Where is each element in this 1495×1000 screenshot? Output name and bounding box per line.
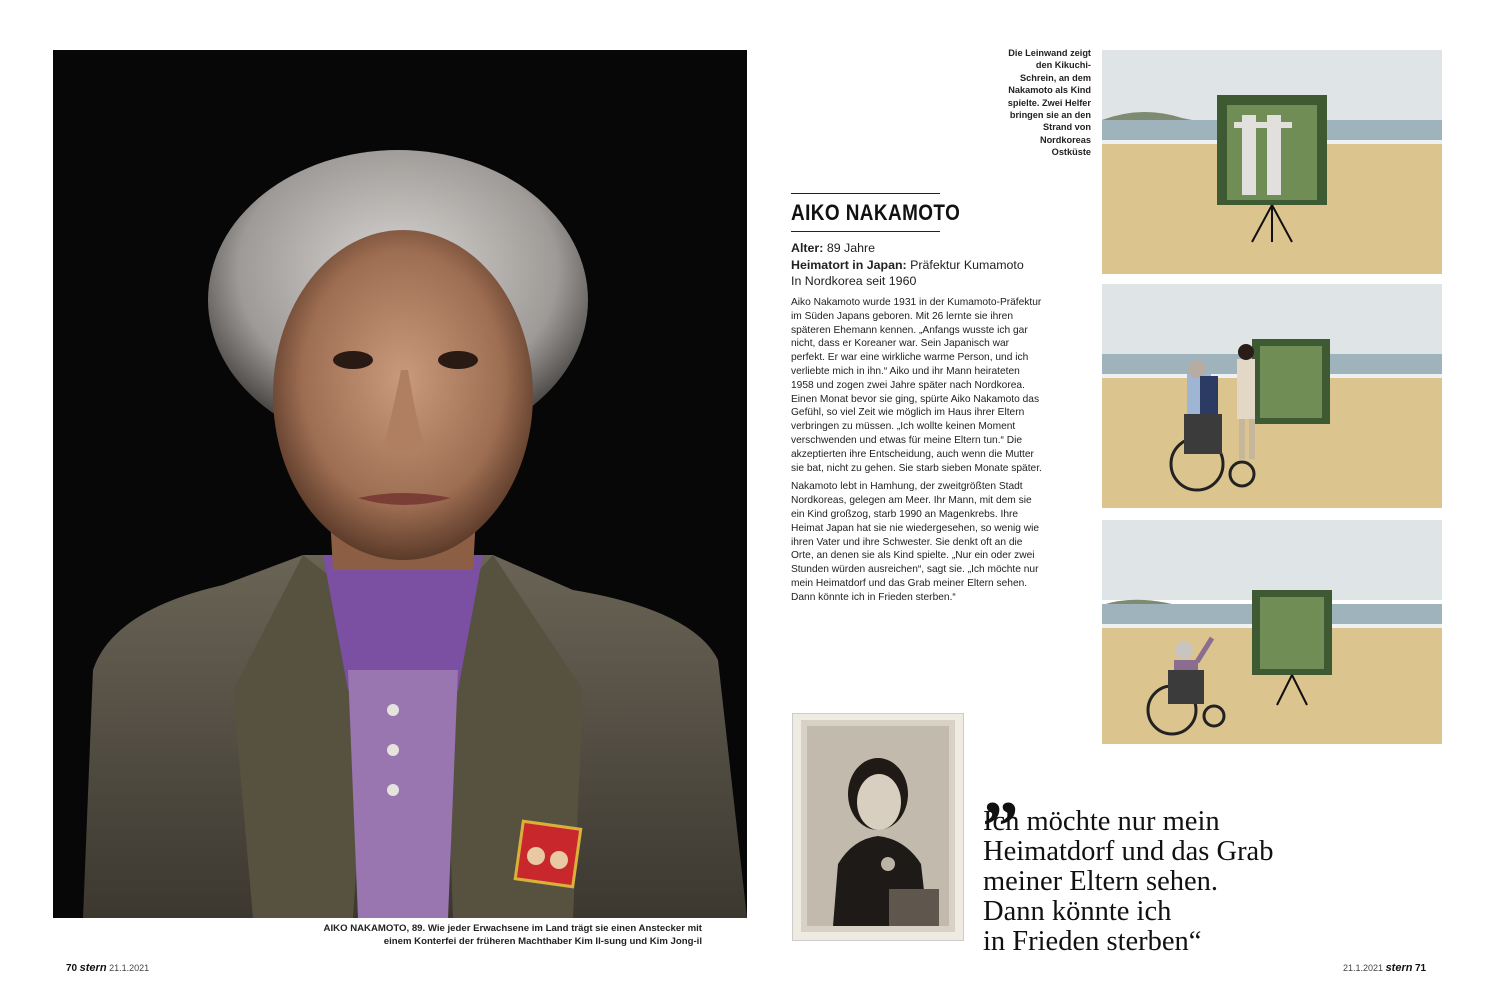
caption-text: Wie jeder Erwachsene im Land trägt sie einen Anstecker mit einem Konterfei der früheren Machthaber Kim Il-sung und Kim Jong-il (383, 923, 702, 947)
fact-value: Präfektur Kumamoto (910, 257, 1024, 272)
fact-label: Heimatort in Japan: (791, 257, 907, 272)
page-number-left: 70 (66, 963, 78, 974)
footer-left (66, 962, 149, 974)
profile-headline: AIKO NAKAMOTO (791, 200, 961, 225)
fact-label: Alter: (791, 241, 824, 255)
caption-name: AIKO NAKAMOTO, 89. (323, 923, 426, 934)
portrait-caption (300, 922, 702, 948)
fact-value: 89 Jahre (826, 241, 876, 255)
fact-age (791, 240, 1051, 257)
fact-since (791, 273, 1051, 290)
portrait-photo (53, 50, 747, 918)
profile-facts (791, 240, 1051, 290)
beach-photo-wheelchair-arrival (1102, 284, 1442, 508)
page-number-right: 71 (1414, 963, 1427, 974)
brand-logo-right: stern (1385, 962, 1413, 974)
footer-right (1343, 962, 1426, 974)
issue-date-left: 21.1.2021 (109, 963, 150, 973)
fact-hometown (791, 257, 1051, 274)
quote-text (983, 807, 1303, 957)
pull-quote (983, 749, 1303, 957)
profile-headline-block (791, 193, 961, 232)
body-paragraph: Aiko Nakamoto wurde 1931 in der Kumamoto-Präfektur im Süden Japans geboren. Mit 26 lernte sie ihren späteren Ehemann kennen. „Anfangs wusste ich gar nicht, dass er Koreaner war. Sein Japanisch war perfekt. Er war eine wirkliche warme Person, und ich verliebte mich in ihn.“ Aiko und ihr Mann heirateten 1958 und zogen zwei Jahre später nach Nordkorea. Einen Monat bevor sie ging, spürte Aiko Nakamoto das Gefühl, so viel Zeit wie möglich im Haus ihrer Eltern verbringen zu müssen. „Ich wollte keinen Moment verschwenden und etwas für meine Eltern tun.“ Die akzeptierten ihre Entscheidung, auch wenn die Mutter sie bat, nicht zu gehen. Sie starb sieben Monate später. (791, 297, 1042, 474)
brand-logo-left: stern (79, 962, 107, 974)
quote-line: in Frieden sterben“ (983, 926, 1202, 957)
quote-line: Dann könnte ich (983, 896, 1172, 927)
beach-photos-caption: Die Leinwand zeigt den Kikuchi-Schrein, an dem Nakamoto als Kind spielte. Zwei Helfer bringen sie an den Strand von Nordkoreas Ostküste (1007, 48, 1091, 158)
historic-portrait-photo (792, 713, 964, 941)
issue-date-right: 21.1.2021 (1343, 963, 1384, 973)
quote-line: Heimatdorf und das Grab (983, 836, 1274, 867)
headline-rule-top (791, 193, 940, 194)
beach-photo-waving (1102, 520, 1442, 744)
quote-mark: „ (983, 749, 1013, 829)
fact-value: In Nordkorea seit 1960 (791, 274, 917, 288)
beach-photo-screen (1102, 50, 1442, 274)
body-paragraph: Nakamoto lebt in Hamhung, der zweitgrößten Stadt Nordkoreas, gelegen am Meer. Ihr Mann, mit dem sie ein Kind großzog, starb 1990 an Magenkrebs. Ihre Heimat Japan hat sie nie wiedergesehen, so wenig wie ihren Vater und ihre Schwester. Sie denkt oft an die Orte, an denen sie als Kind spielte. „Nur ein oder zwei Stunden würden ausreichen“, sagt sie. „Ich möchte nur mein Heimatdorf und das Grab meiner Eltern sehen. Dann könnte ich in Frieden sterben.“ (791, 481, 1040, 603)
headline-rule-bottom (791, 231, 940, 232)
article-body (791, 296, 1043, 610)
quote-line: meiner Eltern sehen. (983, 866, 1219, 897)
quote-line: Ich möchte nur mein (983, 806, 1220, 837)
